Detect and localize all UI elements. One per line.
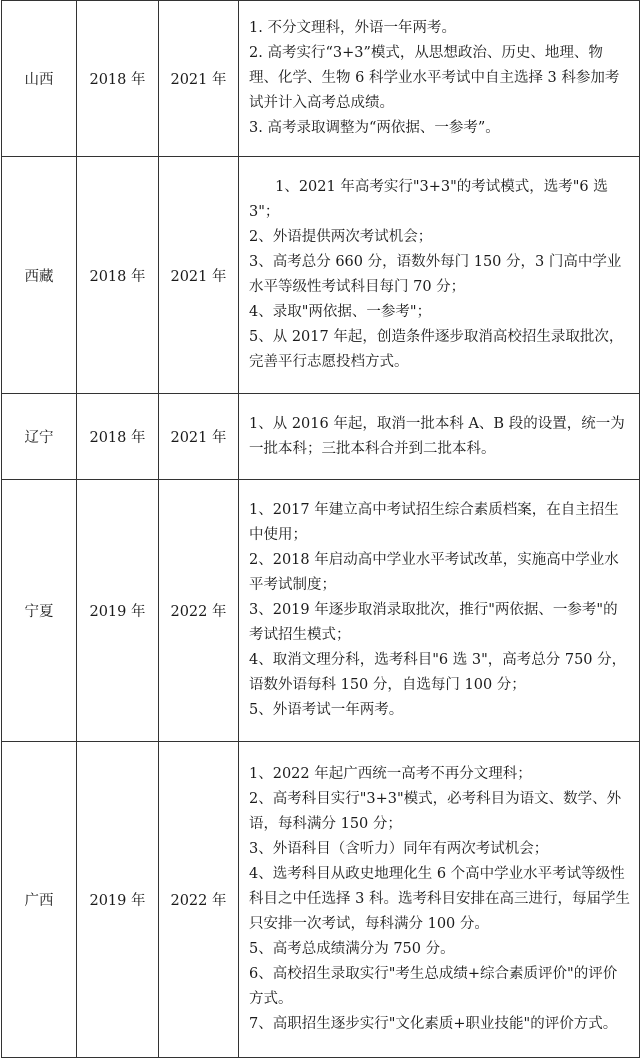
policy-item: 1. 不分文理科，外语一年两考。: [249, 20, 456, 36]
policy-item: 3、2019 年逐步取消录取批次，推行"两依据、一参考"的考试招生模式；: [249, 602, 618, 643]
table-row-ningxia: [2, 480, 640, 742]
policy-item: 4、录取"两依据、一参考"；: [249, 304, 432, 320]
table-row-guangxi: [2, 742, 640, 1058]
policy-item: 3、高考总分 660 分，语数外每门 150 分，3 门高中学业水平等级性考试科目每门 70 分；: [249, 254, 622, 295]
province-cell: 西藏: [2, 157, 77, 394]
policy-details-cell: [239, 742, 640, 1058]
policy-item: 2、高考科目实行"3+3"模式，必考科目为语文、数学、外语，每科满分 150 分；: [249, 791, 622, 832]
start-year-cell: 2019 年: [77, 480, 159, 742]
policy-item: 3、外语科目（含听力）同年有两次考试机会；: [249, 841, 549, 857]
policy-item: 5、外语考试一年两考。: [249, 702, 404, 718]
policy-details-cell: [239, 1, 640, 157]
start-year-cell: 2018 年: [77, 1, 159, 157]
implementation-year-cell: 2022 年: [159, 742, 239, 1058]
start-year-cell: 2018 年: [77, 157, 159, 394]
reform-table: [1, 0, 640, 1058]
start-year-cell: 2018 年: [77, 394, 159, 480]
policy-item: 3. 高考录取调整为“两依据、一参考”。: [249, 120, 500, 136]
implementation-year-cell: 2021 年: [159, 157, 239, 394]
province-cell: 宁夏: [2, 480, 77, 742]
policy-item: 4、选考科目从政史地理化生 6 个高中学业水平考试等级性科目之中任选择 3 科。选考科目安排在高三进行，每届学生只安排一次考试，每科满分 100 分。: [249, 866, 630, 932]
policy-item: 1、从 2016 年起，取消一批本科 A、B 段的设置，统一为一批本科；三批本科合并到二批本科。: [249, 415, 625, 457]
implementation-year-cell: 2021 年: [159, 394, 239, 480]
policy-item: 2、2018 年启动高中学业水平考试改革，实施高中学业水平考试制度；: [249, 552, 619, 593]
policy-item: 1、2021 年高考实行"3+3"的考试模式，选考"6 选 3"；: [249, 179, 608, 220]
table-row-shanxi: [2, 1, 640, 157]
province-cell: 广西: [2, 742, 77, 1058]
table-row-xizang: [2, 157, 640, 394]
policy-item: 2、外语提供两次考试机会；: [249, 229, 433, 245]
province-cell: 山西: [2, 1, 77, 157]
implementation-year-cell: 2022 年: [159, 480, 239, 742]
start-year-cell: 2019 年: [77, 742, 159, 1058]
policy-item: 4、取消文理分科，选考科目"6 选 3"，高考总分 750 分，语数外语每科 150 分，自选每门 100 分；: [249, 652, 627, 693]
province-cell: 辽宁: [2, 394, 77, 480]
policy-details-cell: [239, 480, 640, 742]
table-row-liaoning: [2, 394, 640, 480]
policy-details-cell: [239, 394, 640, 480]
policy-item: 7、高职招生逐步实行"文化素质+职业技能"的评价方式。: [249, 1016, 618, 1032]
policy-item: 5、高考总成绩满分为 750 分。: [249, 941, 455, 957]
policy-item: 1、2017 年建立高中考试招生综合素质档案，在自主招生中使用；: [249, 502, 619, 543]
policy-details-cell: [239, 157, 640, 394]
policy-item: 2. 高考实行“3+3”模式，从思想政治、历史、地理、物理、化学、生物 6 科学业水平考试中自主选择 3 科参加考试并计入高考总成绩。: [249, 45, 620, 111]
policy-item: 1、2022 年起广西统一高考不再分文理科；: [249, 766, 532, 782]
policy-item: 5、从 2017 年起，创造条件逐步取消高校招生录取批次，完善平行志愿投档方式。: [249, 329, 624, 370]
policy-item: 6、高校招生录取实行"考生总成绩+综合素质评价"的评价方式。: [249, 966, 618, 1007]
implementation-year-cell: 2021 年: [159, 1, 239, 157]
